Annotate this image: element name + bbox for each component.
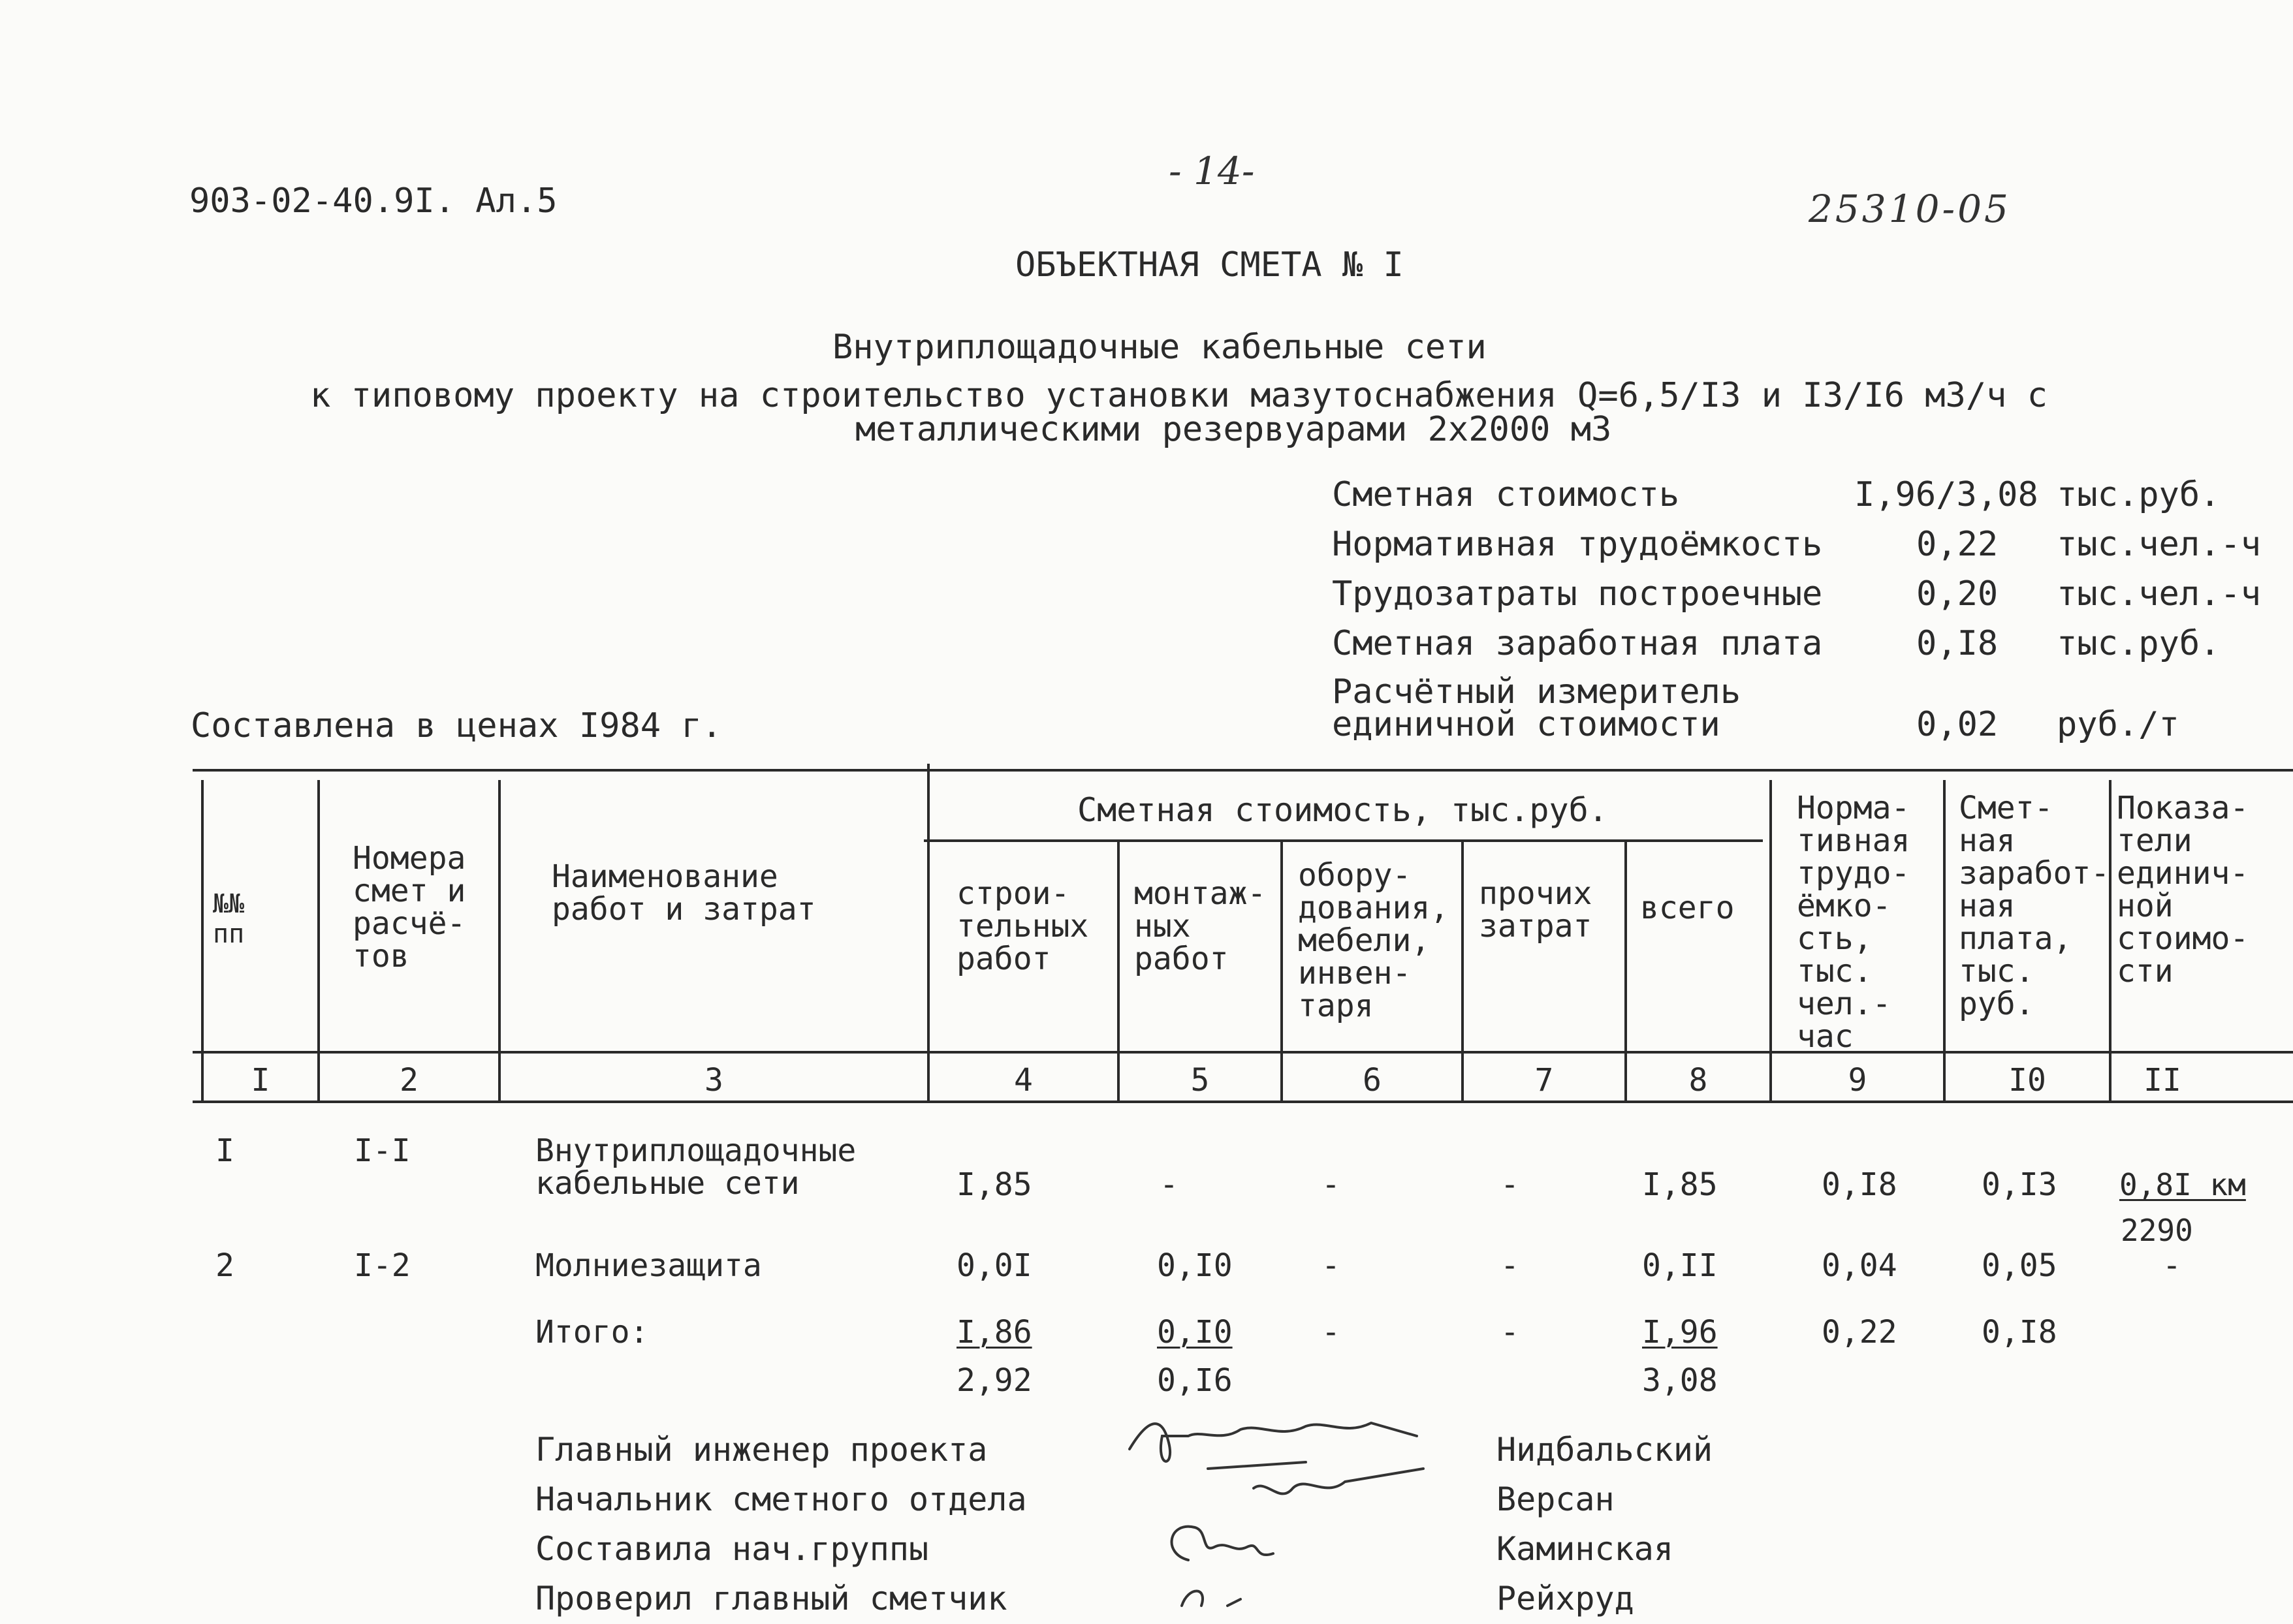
summary-unit: тыс.руб. — [2057, 475, 2221, 514]
cell-unit-cost-secondary: 2290 — [2121, 1213, 2193, 1248]
signature-role: Начальник сметного отдела — [535, 1480, 1027, 1518]
cell-equipment: - — [1321, 1247, 1340, 1284]
inventory-number: 25310-05 — [1809, 187, 2011, 231]
page-title: ОБЪЕКТНАЯ СМЕТА № I — [1015, 245, 1404, 285]
total-total: I,96 — [1642, 1314, 1718, 1351]
signature-mark-3 — [1172, 1527, 1273, 1560]
row-name: кабельные сети — [535, 1165, 800, 1202]
total-installation-secondary: 0,I6 — [1157, 1362, 1233, 1399]
document-code: 903-02-40.9I. Ал.5 — [189, 181, 558, 221]
estimate-subtitle: Внутриплощадочные кабельные сети — [832, 328, 1487, 367]
summary-value: I,96/3,08 — [1854, 475, 2038, 514]
row-number: I — [215, 1132, 234, 1169]
summary-label: Расчётный измеритель — [1332, 672, 1741, 711]
cell-total: I,85 — [1642, 1166, 1718, 1203]
col-header-total: всего — [1640, 890, 1735, 926]
col-header-name: Наименование работ и затрат — [552, 858, 816, 928]
cell-wages: 0,I3 — [1982, 1166, 2057, 1203]
total-construction: I,86 — [957, 1314, 1032, 1351]
project-line-2: металлическими резервуарами 2х2000 м3 — [855, 410, 1612, 449]
total-label: Итого: — [535, 1314, 649, 1351]
signature-mark-1b — [1208, 1462, 1306, 1469]
col-header-number: №№ пп — [213, 889, 245, 949]
signature-name: Рейхруд — [1496, 1580, 1634, 1617]
cell-unit-cost: - — [2162, 1247, 2181, 1284]
col-number: 8 — [1688, 1062, 1708, 1099]
signature-role: Проверил главный сметчик — [535, 1580, 1007, 1617]
row-ref: I-I — [354, 1132, 411, 1169]
signature-mark-4 — [1182, 1591, 1241, 1606]
total-other: - — [1500, 1314, 1519, 1351]
col-header-installation: монтаж- ных работ — [1134, 875, 1267, 977]
handwritten-signatures — [1110, 1390, 1449, 1624]
cell-unit-cost: 0,8I км — [2119, 1167, 2246, 1202]
col-header-other: прочих затрат — [1479, 875, 1592, 945]
col-number: 5 — [1190, 1062, 1210, 1099]
page-number: - 14- — [1169, 149, 1255, 193]
cell-other: - — [1500, 1247, 1519, 1284]
cell-installation: 0,I0 — [1157, 1247, 1233, 1284]
total-wages: 0,I8 — [1982, 1314, 2057, 1351]
col-header-wages: Смет- ная заработ- ная плата, тыс. руб. — [1959, 790, 2110, 1022]
col-number: II — [2143, 1062, 2181, 1099]
summary-value: 0,I8 — [1916, 624, 1999, 663]
col-header-refs: Номера смет и расчё- тов — [353, 840, 466, 975]
summary-unit: тыс.руб. — [2057, 624, 2221, 663]
cell-installation: - — [1160, 1166, 1178, 1203]
cell-equipment: - — [1321, 1166, 1340, 1203]
signature-mark-1 — [1130, 1423, 1417, 1461]
row-name: Внутриплощадочные — [535, 1132, 857, 1169]
col-header-equipment: обору- дования, мебели, инвен- таря — [1298, 857, 1449, 1024]
col-number: I0 — [2008, 1062, 2046, 1099]
summary-label: Трудозатраты построечные — [1332, 574, 1823, 614]
summary-label: Сметная стоимость — [1332, 475, 1680, 514]
col-header-construction: строи- тельных работ — [957, 875, 1089, 977]
summary-label: единичной стоимости — [1332, 705, 1720, 744]
cell-construction: I,85 — [957, 1166, 1032, 1203]
total-equipment: - — [1321, 1314, 1340, 1351]
total-construction-secondary: 2,92 — [957, 1362, 1032, 1399]
signature-name: Каминская — [1496, 1530, 1673, 1568]
prices-note: Составлена в ценах I984 г. — [191, 706, 722, 745]
signature-role: Составила нач.группы — [535, 1530, 929, 1568]
summary-value: 0,20 — [1916, 574, 1999, 614]
cell-labor: 0,I8 — [1822, 1166, 1897, 1203]
col-number: 9 — [1848, 1062, 1867, 1099]
row-name: Молниезащита — [535, 1247, 762, 1284]
col-number: 7 — [1534, 1062, 1554, 1099]
summary-unit: тыс.чел.-ч — [2057, 525, 2262, 564]
col-number: 3 — [704, 1062, 723, 1099]
col-number: 4 — [1014, 1062, 1033, 1099]
table-group-header: Сметная стоимость, тыс.руб. — [1077, 791, 1608, 829]
cell-labor: 0,04 — [1822, 1247, 1897, 1284]
col-number: I — [251, 1062, 270, 1099]
row-number: 2 — [215, 1247, 234, 1284]
col-header-labor: Норма- тивная трудо- ёмко- сть, тыс. чел.- час — [1797, 790, 1910, 1055]
summary-value: 0,02 — [1916, 705, 1999, 744]
summary-value: 0,22 — [1916, 525, 1999, 564]
col-number: 2 — [400, 1062, 419, 1099]
signature-mark-2 — [1254, 1469, 1423, 1493]
col-number: 6 — [1363, 1062, 1382, 1099]
total-labor: 0,22 — [1822, 1314, 1897, 1351]
total-installation: 0,I0 — [1157, 1314, 1233, 1351]
signature-name: Версан — [1496, 1480, 1615, 1518]
summary-unit: тыс.чел.-ч — [2057, 574, 2262, 614]
signature-role: Главный инженер проекта — [535, 1431, 988, 1469]
cell-construction: 0,0I — [957, 1247, 1032, 1284]
col-header-unit-cost: Показа- тели единич- ной стоимо- сти — [2117, 790, 2249, 990]
summary-label: Сметная заработная плата — [1332, 624, 1823, 663]
cell-other: - — [1500, 1166, 1519, 1203]
cell-wages: 0,05 — [1982, 1247, 2057, 1284]
row-ref: I-2 — [354, 1247, 411, 1284]
summary-unit: руб./т — [2057, 705, 2179, 744]
signature-name: Нидбальский — [1496, 1431, 1713, 1469]
cell-total: 0,II — [1642, 1247, 1718, 1284]
total-total-secondary: 3,08 — [1642, 1362, 1718, 1399]
project-line-1: к типовому проекту на строительство установки мазутоснабжения Q=6,5/I3 и I3/I6 м3/ч с — [310, 376, 2048, 415]
summary-label: Нормативная трудоёмкость — [1332, 525, 1823, 564]
